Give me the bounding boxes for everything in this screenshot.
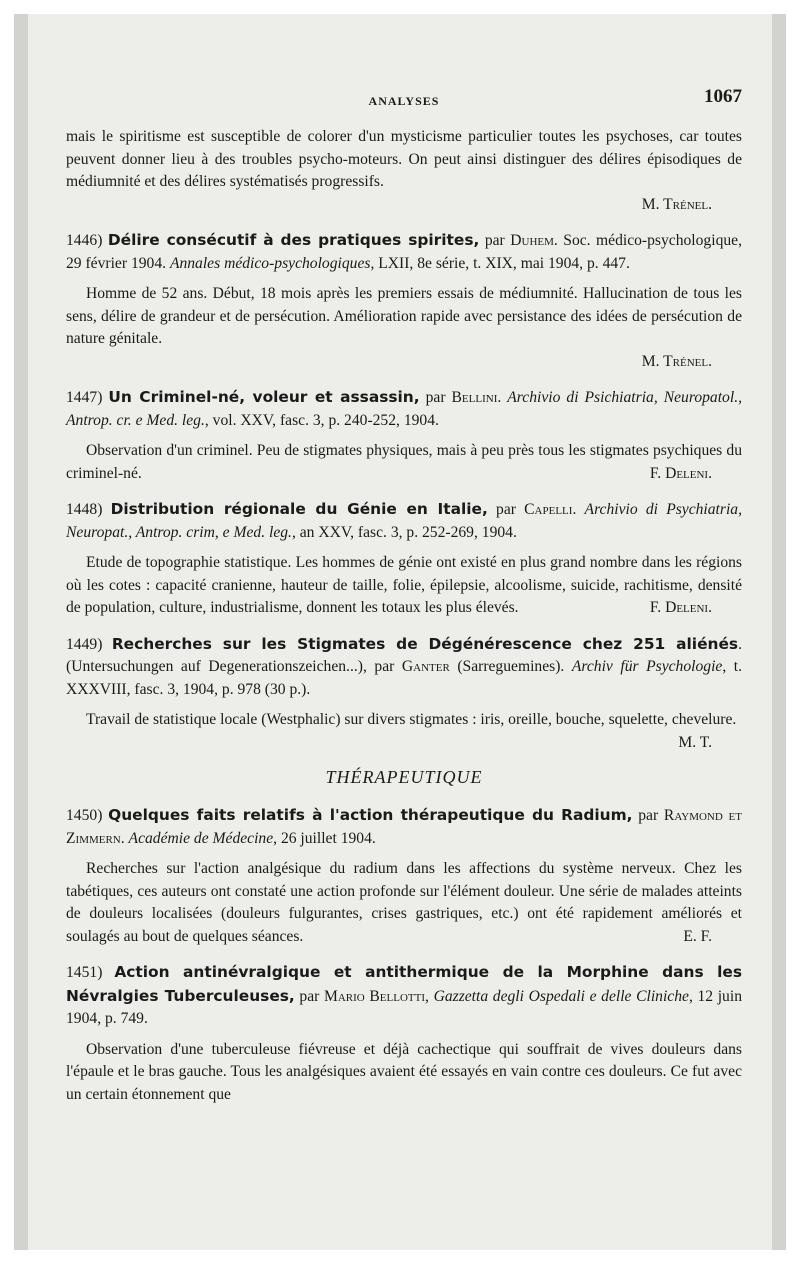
entry-ref-prefix: . (572, 501, 585, 518)
entry-heading (66, 804, 742, 850)
entry-signature: M. T. (678, 733, 712, 751)
entry-by: par (294, 987, 324, 1005)
entry-body-text: Recherches sur l'action analgésique du radium dans les affections du système nerveux. Chez les tabétiques, ces auteurs ont constaté une action profonde sur l'élément douleur. Une série de malades atteints de douleurs localisées (douleurs fulgurantes, crises gastriques, etc.) ont été rapidement améliorés et soulagés au bout de quelques séances. (66, 860, 742, 945)
entry-number: 1447) (66, 389, 103, 406)
entry-1450 (66, 804, 742, 948)
entry-signature: E. F. (683, 927, 712, 945)
entry-body: Observation d'une tuberculeuse fiévreuse et déjà cachectique qui souffrait de vives douleurs dans l'épaule et le bras gauche. Tous les analgésiques avaient été essayés en vain contre ces douleurs. Ce fut avec un certain étonnement que (66, 1040, 742, 1103)
entry-author: Duhem (510, 232, 554, 249)
entry-ref-suffix: , 12 juin 1904, p. 749. (66, 987, 742, 1027)
entry-number: 1446) (66, 232, 103, 249)
entry-author: Ganter (401, 658, 450, 675)
entry-journal: Gazzetta degli Ospedali e delle Cliniche (433, 987, 689, 1005)
entry-signature: F. Deleni. (649, 599, 712, 616)
entry-ref-prefix: . (120, 829, 129, 847)
entry-by: par (632, 807, 664, 824)
entry-author: Bellini (451, 389, 498, 406)
entry-body: Homme de 52 ans. Début, 18 mois après les premiers essais de médiumnité. Hallucination de tous les sens, délire de grandeur et de persécution. Amélioration rapide avec persistance des idées de persécution de nature génitale. (66, 285, 742, 347)
entry-body (66, 552, 742, 620)
entry-body (66, 858, 742, 948)
entry-ref-prefix: . (497, 389, 508, 406)
entry-body-text: Travail de statistique locale (Westphalic) sur divers stigmates : iris, oreille, bouche, squelette, chevelure. (86, 711, 737, 728)
entry-ref-prefix: , (425, 987, 434, 1005)
entry-body-text: Observation d'un criminel. Peu de stigmates physiques, mais à peu près tous les stigmates psychiques du criminel-né. (66, 442, 742, 482)
intro-text: mais le spiritisme est susceptible de colorer d'un mysticisme particulier toutes les psychoses, car toutes peuvent donner lieu à des troubles psycho-moteurs. On peut ainsi distinguer des délires épisodiques de médiumnité et des délires systématisés progressifs. (66, 128, 742, 190)
page-edge-left (14, 14, 28, 1250)
intro-paragraph (66, 126, 742, 216)
entry-title: Un Criminel-né, voleur et assassin, (108, 388, 420, 406)
entry-ref-suffix: , LXII, 8e série, t. XIX, mai 1904, p. 447. (370, 254, 630, 272)
entry-author: Mario Bellotti (324, 987, 426, 1005)
entry-heading (66, 386, 742, 432)
entry-signature: F. Deleni. (649, 464, 712, 482)
entry-by: par (479, 232, 511, 249)
entry-author: Raymond et Zimmern (66, 807, 742, 847)
entry-title: Distribution régionale du Génie en Italie, (110, 500, 488, 518)
entry-ref-prefix: (Sarreguemines). (449, 658, 572, 675)
entry-heading (66, 229, 742, 275)
entry-ref-suffix: , 26 juillet 1904. (273, 829, 376, 847)
entry-signature: M. Trénel. (641, 352, 712, 370)
entry-body (66, 709, 742, 751)
entry-1447 (66, 386, 742, 485)
page-header (66, 86, 742, 114)
entry-journal: Archiv für Psychologie (571, 658, 723, 675)
entry-journal: Archivio di Psichiatria, Neuropatol., Antrop. cr. e Med. leg. (66, 389, 742, 429)
entry-1449 (66, 633, 743, 751)
entry-title: Quelques faits relatifs à l'action thérapeutique du Radium, (108, 806, 633, 824)
page-number: 1067 (704, 86, 742, 107)
running-head: ANALYSES (368, 94, 440, 108)
entry-1448 (66, 498, 742, 620)
entry-title: Recherches sur les Stigmates de Dégénérescence chez 251 aliénés (111, 634, 739, 653)
entry-journal: Annales médico-psychologiques (169, 254, 371, 272)
entry-journal: Archivio di Psychiatria, Neuropat., Antrop. crim, e Med. leg. (66, 501, 742, 541)
entry-author: Capelli (524, 501, 573, 518)
entry-title: Action antinévralgique et antithermique de la Morphine dans les Névralgies Tuberculeuses, (66, 963, 742, 1005)
entry-heading (66, 961, 742, 1031)
entry-number: 1449) (66, 635, 103, 653)
entry-ref-suffix: , an XXV, fasc. 3, p. 252-269, 1904. (291, 523, 517, 541)
entry-1451 (66, 961, 742, 1106)
page-edge-right (772, 14, 786, 1250)
entry-title: Délire consécutif à des pratiques spirites, (107, 231, 480, 249)
entry-by: . (Untersuchungen auf Degenerationszeichen...), par (66, 635, 742, 675)
entry-by: par (487, 501, 525, 518)
page-body (66, 126, 742, 1106)
entry-ref-prefix: . Soc. médico-psychologique, 29 février 1904. (66, 232, 742, 272)
scanned-page (14, 14, 786, 1250)
entry-number: 1448) (66, 501, 103, 518)
entry-1446 (66, 229, 742, 373)
entry-body (66, 440, 742, 485)
entry-heading (66, 498, 742, 544)
entry-ref-suffix: , vol. XXV, fasc. 3, p. 240-252, 1904. (204, 411, 439, 429)
entry-journal: Académie de Médecine (128, 829, 274, 847)
entry-number: 1450) (66, 807, 103, 824)
entry-heading (66, 633, 742, 702)
entry-number: 1451) (66, 964, 103, 981)
intro-signature: M. Trénel. (641, 195, 712, 213)
entry-body-text: Etude de topographie statistique. Les hommes de génie ont existé en plus grand nombre dans les régions où les cotes : capacité cranienne, hauteur de taille, folie, épilepsie, alcoolisme, suicide, rachitisme, densité de population, culture, industrialisme, donnent les totaux les plus élevés. (66, 554, 742, 616)
entry-ref-suffix: , t. XXXVIII, fasc. 3, 1904, p. 978 (30 p.). (66, 658, 743, 698)
entry-by: par (419, 389, 452, 406)
section-heading: THÉRAPEUTIQUE (325, 766, 483, 787)
